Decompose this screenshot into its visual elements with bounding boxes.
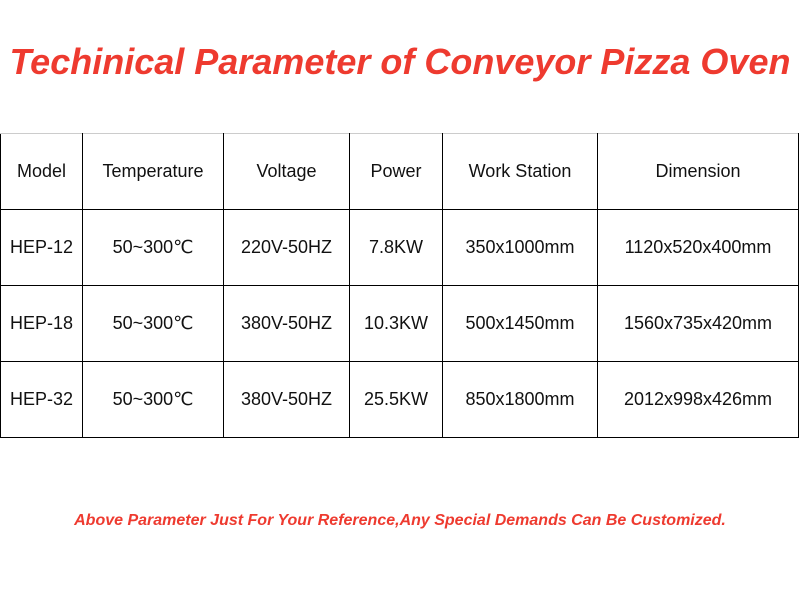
cell-model: HEP-18 xyxy=(1,286,83,362)
cell-power: 25.5KW xyxy=(350,362,443,438)
parameter-table xyxy=(0,133,799,438)
cell-dimension: 2012x998x426mm xyxy=(598,362,799,438)
cell-temperature: 50~300℃ xyxy=(83,362,224,438)
cell-model: HEP-12 xyxy=(1,210,83,286)
column-header-dimension: Dimension xyxy=(598,134,799,210)
cell-temperature: 50~300℃ xyxy=(83,286,224,362)
table-row xyxy=(1,286,799,362)
cell-dimension: 1560x735x420mm xyxy=(598,286,799,362)
cell-power: 10.3KW xyxy=(350,286,443,362)
table-header-row xyxy=(1,134,799,210)
column-header-work-station: Work Station xyxy=(443,134,598,210)
cell-voltage: 380V-50HZ xyxy=(224,286,350,362)
cell-voltage: 220V-50HZ xyxy=(224,210,350,286)
table-row xyxy=(1,362,799,438)
page-title: Techinical Parameter of Conveyor Pizza Oven xyxy=(9,41,791,82)
cell-work-station: 850x1800mm xyxy=(443,362,598,438)
reference-note: Above Parameter Just For Your Reference,Any Special Demands Can Be Customized. xyxy=(74,512,726,529)
cell-model: HEP-32 xyxy=(1,362,83,438)
cell-voltage: 380V-50HZ xyxy=(224,362,350,438)
cell-dimension: 1120x520x400mm xyxy=(598,210,799,286)
cell-temperature: 50~300℃ xyxy=(83,210,224,286)
column-header-power: Power xyxy=(350,134,443,210)
column-header-voltage: Voltage xyxy=(224,134,350,210)
cell-power: 7.8KW xyxy=(350,210,443,286)
column-header-model: Model xyxy=(1,134,83,210)
column-header-temperature: Temperature xyxy=(83,134,224,210)
cell-work-station: 350x1000mm xyxy=(443,210,598,286)
table-row xyxy=(1,210,799,286)
cell-work-station: 500x1450mm xyxy=(443,286,598,362)
